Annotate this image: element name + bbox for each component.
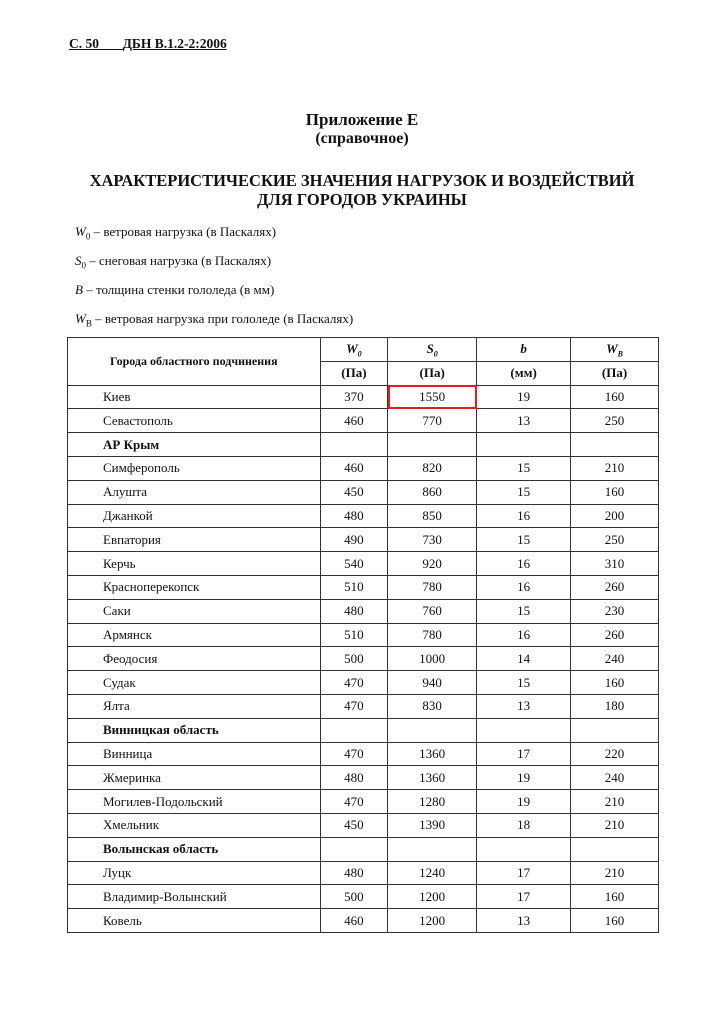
city-name: Винница (68, 742, 321, 766)
city-name: Алушта (68, 480, 321, 504)
value-cell: 19 (477, 790, 571, 814)
empty-cell (388, 837, 477, 861)
value-cell: 460 (320, 456, 388, 480)
value-cell: 210 (571, 456, 659, 480)
value-cell: 780 (388, 623, 477, 647)
legend-item (75, 307, 353, 336)
legend-symbol-subscript: 0 (81, 260, 86, 271)
value-cell: 17 (477, 885, 571, 909)
page-header (69, 36, 227, 52)
value-cell: 1360 (388, 766, 477, 790)
value-cell: 240 (571, 766, 659, 790)
standard-code: ДБН В.1.2-2:2006 (122, 36, 227, 51)
document-title-line-1: ХАРАКТЕРИСТИЧЕСКИЕ ЗНАЧЕНИЯ НАГРУЗОК И ВОЗДЕЙСТВИЙ (89, 171, 635, 190)
value-cell: 370 (320, 385, 388, 409)
city-name: Киев (68, 385, 321, 409)
city-name: Луцк (68, 861, 321, 885)
value-cell: 15 (477, 671, 571, 695)
empty-cell (320, 837, 388, 861)
value-cell: 17 (477, 861, 571, 885)
table-group-row (68, 718, 659, 742)
legend-symbol: W (75, 311, 86, 327)
legend-text: – толщина стенки гололеда (в мм) (82, 282, 275, 298)
value-cell: 760 (388, 599, 477, 623)
table-row (68, 790, 659, 814)
table-row (68, 385, 659, 409)
city-name: Джанкой (68, 504, 321, 528)
empty-cell (477, 837, 571, 861)
legend-text: – ветровая нагрузка (в Паскалях) (90, 224, 277, 239)
table-row (68, 909, 659, 933)
value-cell: 860 (388, 480, 477, 504)
table-row (68, 575, 659, 599)
value-cell: 1390 (388, 813, 477, 837)
document-title-line-2: ДЛЯ ГОРОДОВ УКРАИНЫ (257, 190, 467, 209)
value-cell: 15 (477, 599, 571, 623)
value-cell: 450 (320, 813, 388, 837)
table-row (68, 480, 659, 504)
empty-cell (477, 718, 571, 742)
highlighted-value-cell: 1550 (388, 385, 477, 409)
value-cell: 510 (320, 575, 388, 599)
legend-symbol: W (75, 224, 86, 239)
table-row (68, 599, 659, 623)
column-symbol-subscript: 0 (433, 349, 438, 359)
value-cell: 480 (320, 504, 388, 528)
column-symbol: W (346, 340, 358, 356)
value-cell: 1200 (388, 885, 477, 909)
value-cell: 210 (571, 861, 659, 885)
column-symbol: b (520, 340, 527, 356)
loads-table (67, 337, 659, 933)
value-cell: 500 (320, 647, 388, 671)
value-cell: 14 (477, 647, 571, 671)
value-cell: 250 (571, 409, 659, 433)
city-name: Керчь (68, 552, 321, 576)
city-name: Ковель (68, 909, 321, 933)
region-name: Волынская область (68, 837, 321, 861)
value-cell: 210 (571, 813, 659, 837)
empty-cell (571, 718, 659, 742)
value-cell: 510 (320, 623, 388, 647)
value-cell: 13 (477, 409, 571, 433)
value-cell: 19 (477, 766, 571, 790)
unit-b: (мм) (477, 361, 571, 385)
legend-symbol: B (75, 282, 83, 298)
column-symbol-subscript: 0 (357, 349, 362, 359)
value-cell: 830 (388, 694, 477, 718)
column-symbol: W (606, 340, 618, 356)
value-cell: 500 (320, 885, 388, 909)
value-cell: 16 (477, 623, 571, 647)
value-cell: 780 (388, 575, 477, 599)
empty-cell (571, 837, 659, 861)
value-cell: 540 (320, 552, 388, 576)
value-cell: 260 (571, 623, 659, 647)
table-row (68, 694, 659, 718)
table-group-row (68, 433, 659, 457)
value-cell: 160 (571, 909, 659, 933)
table-row (68, 885, 659, 909)
value-cell: 210 (571, 790, 659, 814)
value-cell: 470 (320, 742, 388, 766)
table-row (68, 742, 659, 766)
col-header-w0 (320, 338, 388, 362)
value-cell: 240 (571, 647, 659, 671)
table-row (68, 813, 659, 837)
value-cell: 160 (571, 385, 659, 409)
value-cell: 480 (320, 599, 388, 623)
table-row (68, 623, 659, 647)
city-name: Владимир-Волынский (68, 885, 321, 909)
value-cell: 17 (477, 742, 571, 766)
city-name: Симферополь (68, 456, 321, 480)
appendix-title: Приложение Е (305, 110, 419, 129)
region-name: АР Крым (68, 433, 321, 457)
region-name: Винницкая область (68, 718, 321, 742)
unit-w0: (Па) (320, 361, 388, 385)
city-name: Красноперекопск (68, 575, 321, 599)
value-cell: 480 (320, 861, 388, 885)
unit-wb: (Па) (571, 361, 659, 385)
table-row (68, 861, 659, 885)
value-cell: 16 (477, 504, 571, 528)
value-cell: 940 (388, 671, 477, 695)
legend-symbol-subscript: B (85, 318, 92, 329)
value-cell: 1240 (388, 861, 477, 885)
empty-cell (320, 718, 388, 742)
table-row (68, 647, 659, 671)
table-group-row (68, 837, 659, 861)
table-row (68, 456, 659, 480)
value-cell: 730 (388, 528, 477, 552)
value-cell: 450 (320, 480, 388, 504)
col-header-s0 (388, 338, 477, 362)
table-row (68, 504, 659, 528)
value-cell: 490 (320, 528, 388, 552)
table-header-row (68, 338, 659, 362)
value-cell: 19 (477, 385, 571, 409)
city-name: Феодосия (68, 647, 321, 671)
value-cell: 13 (477, 694, 571, 718)
empty-cell (388, 433, 477, 457)
value-cell: 1200 (388, 909, 477, 933)
value-cell: 770 (388, 409, 477, 433)
value-cell: 200 (571, 504, 659, 528)
city-name: Могилев-Подольский (68, 790, 321, 814)
value-cell: 13 (477, 909, 571, 933)
value-cell: 310 (571, 552, 659, 576)
value-cell: 160 (571, 480, 659, 504)
table-row (68, 766, 659, 790)
value-cell: 820 (388, 456, 477, 480)
value-cell: 460 (320, 909, 388, 933)
value-cell: 1000 (388, 647, 477, 671)
empty-cell (388, 718, 477, 742)
legend (75, 220, 353, 336)
value-cell: 220 (571, 742, 659, 766)
empty-cell (477, 433, 571, 457)
value-cell: 470 (320, 694, 388, 718)
appendix-subtitle: (справочное) (315, 130, 409, 147)
table-row (68, 671, 659, 695)
value-cell: 15 (477, 456, 571, 480)
city-name: Ялта (68, 694, 321, 718)
value-cell: 1280 (388, 790, 477, 814)
value-cell: 850 (388, 504, 477, 528)
column-symbol-subscript: B (617, 349, 623, 359)
value-cell: 160 (571, 671, 659, 695)
unit-s0: (Па) (388, 361, 477, 385)
city-name: Судак (68, 671, 321, 695)
table-row (68, 409, 659, 433)
col-header-b (477, 338, 571, 362)
legend-item (75, 220, 353, 249)
city-name: Армянск (68, 623, 321, 647)
col-header-wb (571, 338, 659, 362)
table-row (68, 528, 659, 552)
value-cell: 480 (320, 766, 388, 790)
city-name: Севастополь (68, 409, 321, 433)
empty-cell (320, 433, 388, 457)
value-cell: 1360 (388, 742, 477, 766)
page-number: С. 50 (69, 36, 99, 51)
value-cell: 920 (388, 552, 477, 576)
value-cell: 460 (320, 409, 388, 433)
value-cell: 250 (571, 528, 659, 552)
value-cell: 230 (571, 599, 659, 623)
value-cell: 470 (320, 790, 388, 814)
value-cell: 260 (571, 575, 659, 599)
city-name: Саки (68, 599, 321, 623)
legend-text: – снеговая нагрузка (в Паскалях) (86, 253, 272, 269)
city-name: Евпатория (68, 528, 321, 552)
value-cell: 470 (320, 671, 388, 695)
legend-symbol-subscript: 0 (85, 231, 91, 242)
city-name: Хмельник (68, 813, 321, 837)
legend-item (75, 278, 353, 307)
city-column-header: Города областного подчинения (68, 338, 321, 386)
empty-cell (571, 433, 659, 457)
legend-symbol: S (75, 253, 82, 269)
column-symbol: S (426, 340, 434, 356)
value-cell: 16 (477, 575, 571, 599)
value-cell: 16 (477, 552, 571, 576)
value-cell: 180 (571, 694, 659, 718)
table-row (68, 552, 659, 576)
value-cell: 15 (477, 480, 571, 504)
value-cell: 18 (477, 813, 571, 837)
legend-item (75, 249, 353, 278)
value-cell: 15 (477, 528, 571, 552)
legend-text: – ветровая нагрузка при гололеде (в Паскалях) (91, 311, 354, 327)
city-name: Жмеринка (68, 766, 321, 790)
value-cell: 160 (571, 885, 659, 909)
document-title (0, 171, 724, 209)
